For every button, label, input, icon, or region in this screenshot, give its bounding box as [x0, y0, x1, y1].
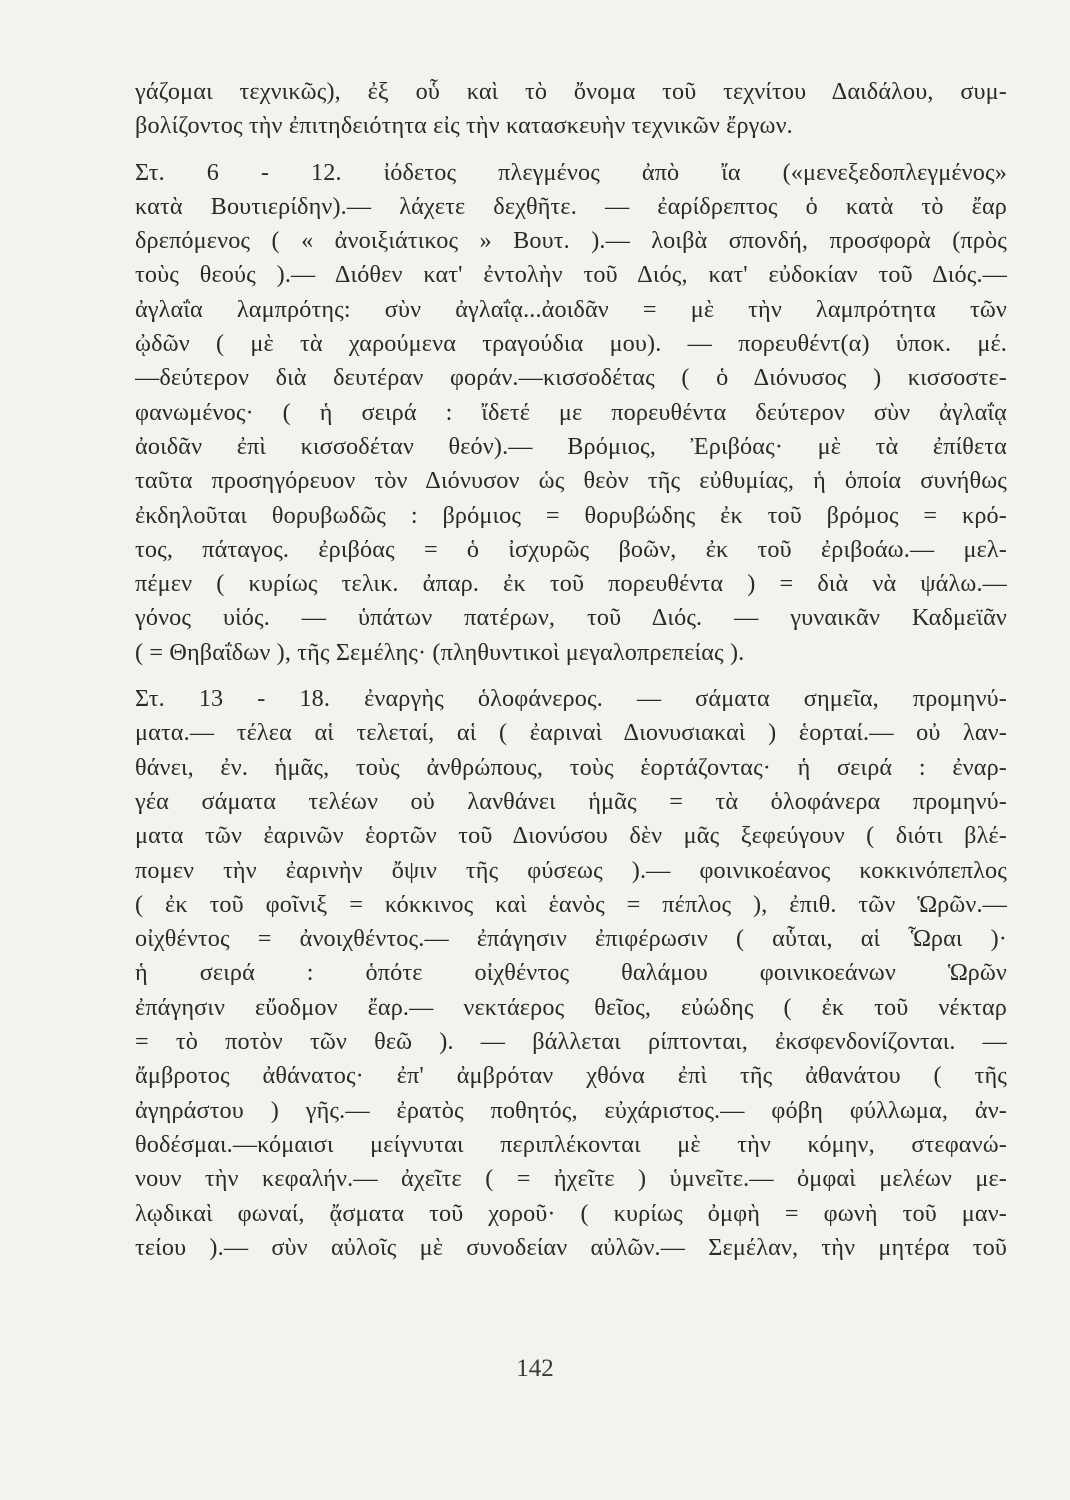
- text-line: πέμεν ( κυρίως τελικ. ἀπαρ. ἐκ τοῦ πορευθέντα ) = διὰ νὰ ψάλω.—: [135, 570, 1007, 598]
- text-line: γέα σάματα τελέων οὐ λανθάνει ἡμᾶς = τὰ ὁλοφάνερα προμηνύ-: [135, 787, 1007, 815]
- text-line: ἐπάγησιν εὔοδμον ἔαρ.— νεκτάερος θεῖος, εὐώδης ( ἐκ τοῦ νέκταρ: [135, 993, 1007, 1021]
- section-heading-line: Στ. 6 - 12. ἰόδετος πλεγμένος ἀπὸ ἴα («μενεξεδοπλεγμένος»: [135, 158, 1007, 186]
- text-line: ᾠδῶν ( μὲ τὰ χαρούμενα τραγούδια μου). — πορευθέντ(α) ὑποκ. μέ.: [135, 330, 1007, 358]
- text-line: θάνει, ἐν. ἡμᾶς, τοὺς ἀνθρώπους, τοὺς ἑορτάζοντας· ἡ σειρά : ἐναρ-: [135, 753, 1007, 781]
- text-line: ἀγλαΐα λαμπρότης: σὺν ἀγλαΐᾳ...ἀοιδᾶν = μὲ τὴν λαμπρότητα τῶν: [135, 295, 1007, 323]
- text-line: ἀγηράστου ) γῆς.— ἐρατὸς ποθητός, εὐχάριστος.— φόβη φύλλωμα, ἀν-: [135, 1096, 1007, 1124]
- text-line: τος, πάταγος. ἐριβόας = ὁ ἰσχυρῶς βοῶν, ἐκ τοῦ ἐριβοάω.— μελ-: [135, 535, 1007, 563]
- text-line: πομεν τὴν ἐαρινὴν ὄψιν τῆς φύσεως ).— φοινικοέανος κοκκινόπεπλος: [135, 856, 1007, 884]
- text-line: θοδέσμαι.—κόμαισι μείγνυται περιπλέκονται μὲ τὴν κόμην, στεφανώ-: [135, 1130, 1007, 1158]
- paragraph-gap: [135, 670, 1007, 682]
- text-line: = τὸ ποτὸν τῶν θεῶ ). — βάλλεται ρίπτονται, ἐκσφενδονίζονται. —: [135, 1028, 1007, 1056]
- section-heading-line: Στ. 13 - 18. ἐναργὴς ὁλοφάνερος. — σάματα σημεῖα, προμηνύ-: [135, 685, 1007, 713]
- text-line: λῳδικαὶ φωναί, ᾄσματα τοῦ χοροῦ· ( κυρίως ὀμφὴ = φωνὴ τοῦ μαν-: [135, 1199, 1007, 1227]
- text-line: ( = Θηβαΐδων ), τῆς Σεμέλης· (πληθυντικοὶ μεγαλοπρεπείας ).: [135, 638, 745, 666]
- text-line: γάζομαι τεχνικῶς), ἐξ οὗ καὶ τὸ ὄνομα τοῦ τεχνίτου Δαιδάλου, συμ-: [135, 78, 1007, 105]
- text-line: ἄμβροτος ἀθάνατος· ἐπ' ἀμβρόταν χθόνα ἐπὶ τῆς ἀθανάτου ( τῆς: [135, 1062, 1007, 1090]
- text-line: γόνος υἱός. — ὑπάτων πατέρων, τοῦ Διός. — γυναικᾶν Καδμεϊᾶν: [135, 604, 1007, 632]
- text-line: ματα.— τέλεα αἱ τελεταί, αἱ ( ἐαριναὶ Διονυσιακαὶ ) ἑορταί.— οὐ λαν-: [135, 719, 1007, 747]
- paragraph-gap: [135, 144, 1007, 156]
- text-line: φανωμένος· ( ἡ σειρά : ἴδετέ με πορευθέντα δεύτερον σὺν ἀγλαΐᾳ: [135, 398, 1007, 426]
- commentary-text: [135, 75, 1007, 1265]
- text-line: βολίζοντος τὴν ἐπιτηδειότητα εἰς τὴν κατασκευὴν τεχνικῶν ἔργων.: [135, 112, 793, 140]
- text-line: δρεπόμενος ( « ἀνοιξιάτικος » Βουτ. ).— λοιβὰ σπονδή, προσφορὰ (πρὸς: [135, 227, 1007, 255]
- text-line: οἰχθέντος = ἀνοιχθέντος.— ἐπάγησιν ἐπιφέρωσιν ( αὗται, αἱ Ὧραι )·: [135, 925, 1007, 953]
- text-line: νουν τὴν κεφαλήν.— ἀχεῖτε ( = ἠχεῖτε ) ὑμνεῖτε.— ὀμφαὶ μελέων με-: [135, 1165, 1007, 1193]
- page-number: 142: [516, 1355, 554, 1382]
- text-line: ταῦτα προσηγόρευον τὸν Διόνυσον ὡς θεὸν τῆς εὐθυμίας, ἡ ὁποία συνήθως: [135, 467, 1007, 495]
- text-line: τοὺς θεούς ).— Διόθεν κατ' ἐντολὴν τοῦ Διός, κατ' εὐδοκίαν τοῦ Διός.—: [135, 261, 1007, 289]
- text-line: ἐκδηλοῦται θορυβωδῶς : βρόμιος = θορυβώδης ἐκ τοῦ βρόμος = κρό-: [135, 501, 1007, 529]
- text-line: τείου ).— σὺν αὐλοῖς μὲ συνοδείαν αὐλῶν.— Σεμέλαν, τὴν μητέρα τοῦ: [135, 1233, 1007, 1261]
- text-line: κατὰ Βουτιερίδην).— λάχετε δεχθῆτε. — ἐαρίδρεπτος ὁ κατὰ τὸ ἔαρ: [135, 192, 1007, 220]
- text-line: —δεύτερον διὰ δευτέραν φοράν.—κισσοδέτας ( ὁ Διόνυσος ) κισσοστε-: [135, 364, 1007, 392]
- text-line: ( ἐκ τοῦ φοῖνιξ = κόκκινος καὶ ἑανὸς = πέπλος ), ἐπιθ. τῶν Ὡρῶν.—: [135, 890, 1007, 918]
- text-line: ἡ σειρά : ὁπότε οἰχθέντος θαλάμου φοινικοεάνων Ὡρῶν: [135, 959, 1007, 987]
- text-line: ματα τῶν ἐαρινῶν ἑορτῶν τοῦ Διονύσου δὲν μᾶς ξεφεύγουν ( διότι βλέ-: [135, 822, 1007, 850]
- text-line: ἀοιδᾶν ἐπὶ κισσοδέταν θεόν).— Βρόμιος, Ἐριβόας· μὲ τὰ ἐπίθετα: [135, 432, 1007, 460]
